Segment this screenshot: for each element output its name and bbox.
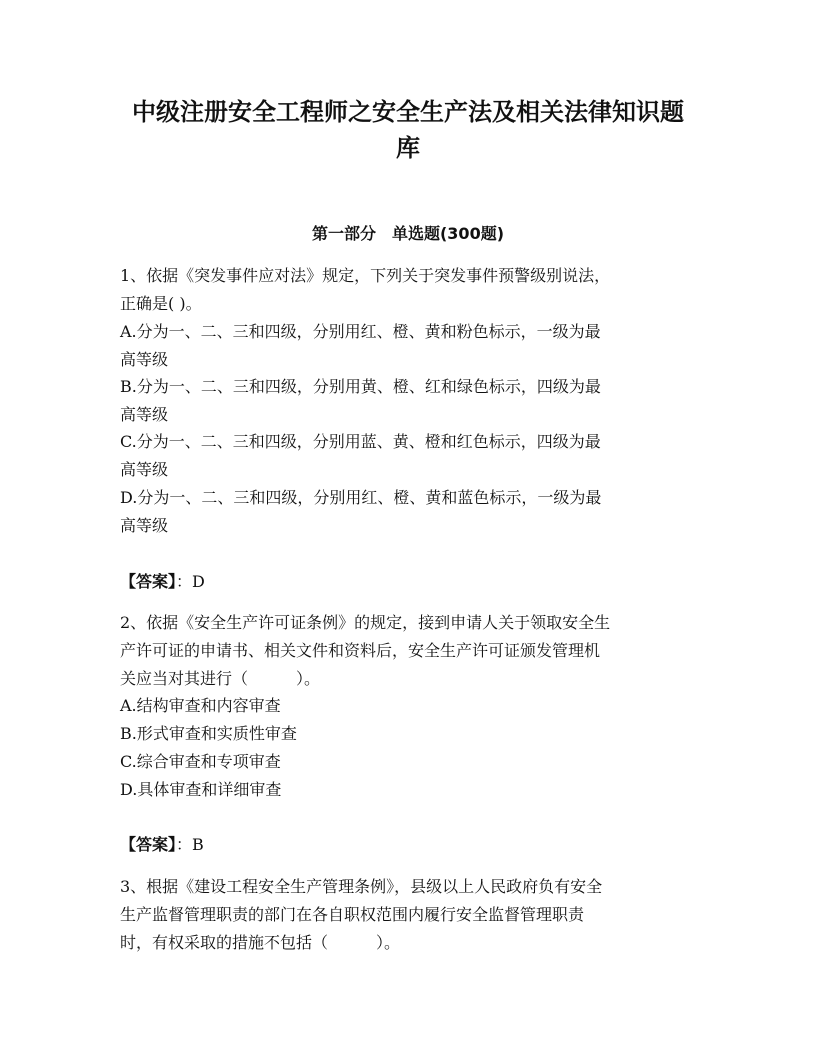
document-title-line-1: 中级注册安全工程师之安全生产法及相关法律知识题 [132, 98, 684, 126]
question-1-option-a-line-2: 高等级 [120, 350, 169, 369]
question-1-text-line-1: 1、依据《突发事件应对法》规定，下列关于突发事件预警级别说法， [120, 266, 611, 285]
question-3-text-line-3: 时，有权采取的措施不包括（ ）。 [120, 933, 401, 952]
question-1-option-b-line-2: 高等级 [120, 405, 169, 424]
answer-label: 【答案】 [120, 572, 177, 591]
question-2-text-line-1: 2、依据《安全生产许可证条例》的规定，接到申请人关于领取安全生 [120, 613, 611, 632]
question-3-text-line-1: 3、根据《建设工程安全生产管理条例》，县级以上人民政府负有安全 [120, 877, 603, 896]
answer-value: ：B [176, 835, 204, 854]
question-1-option-b-line-1: B.分为一、二、三和四级，分别用黄、橙、红和绿色标示，四级为最 [120, 377, 601, 396]
question-1-text-line-2: 正确是( )。 [120, 294, 202, 313]
question-1-option-c-line-1: C.分为一、二、三和四级，分别用蓝、黄、橙和红色标示，四级为最 [120, 432, 601, 451]
question-1-option-a-line-1: A.分为一、二、三和四级，分别用红、橙、黄和粉色标示，一级为最 [120, 322, 601, 341]
question-1-answer [120, 568, 205, 596]
question-2-option-c: C.综合审查和专项审查 [120, 752, 281, 771]
question-2-answer [120, 831, 204, 859]
question-2-option-a: A.结构审查和内容审查 [120, 696, 281, 715]
question-3-text-line-2: 生产监督管理职责的部门在各自职权范围内履行安全监督管理职责 [120, 905, 585, 924]
question-1-option-d-line-2: 高等级 [120, 516, 169, 535]
question-2-option-d: D.具体审查和详细审查 [120, 780, 282, 799]
answer-label: 【答案】 [120, 835, 177, 854]
question-1-option-d-line-1: D.分为一、二、三和四级，分别用红、橙、黄和蓝色标示，一级为最 [120, 488, 602, 507]
question-2-text-line-2: 产许可证的申请书、相关文件和资料后，安全生产许可证颁发管理机 [120, 641, 601, 660]
section-title: 第一部分 单选题(300题) [311, 224, 505, 243]
document-title-line-2: 库 [396, 134, 420, 162]
answer-value: ：D [176, 572, 205, 591]
question-2-option-b: B.形式审查和实质性审查 [120, 724, 297, 743]
question-1-option-c-line-2: 高等级 [120, 460, 169, 479]
question-2-text-line-3: 关应当对其进行（ ）。 [120, 669, 321, 688]
